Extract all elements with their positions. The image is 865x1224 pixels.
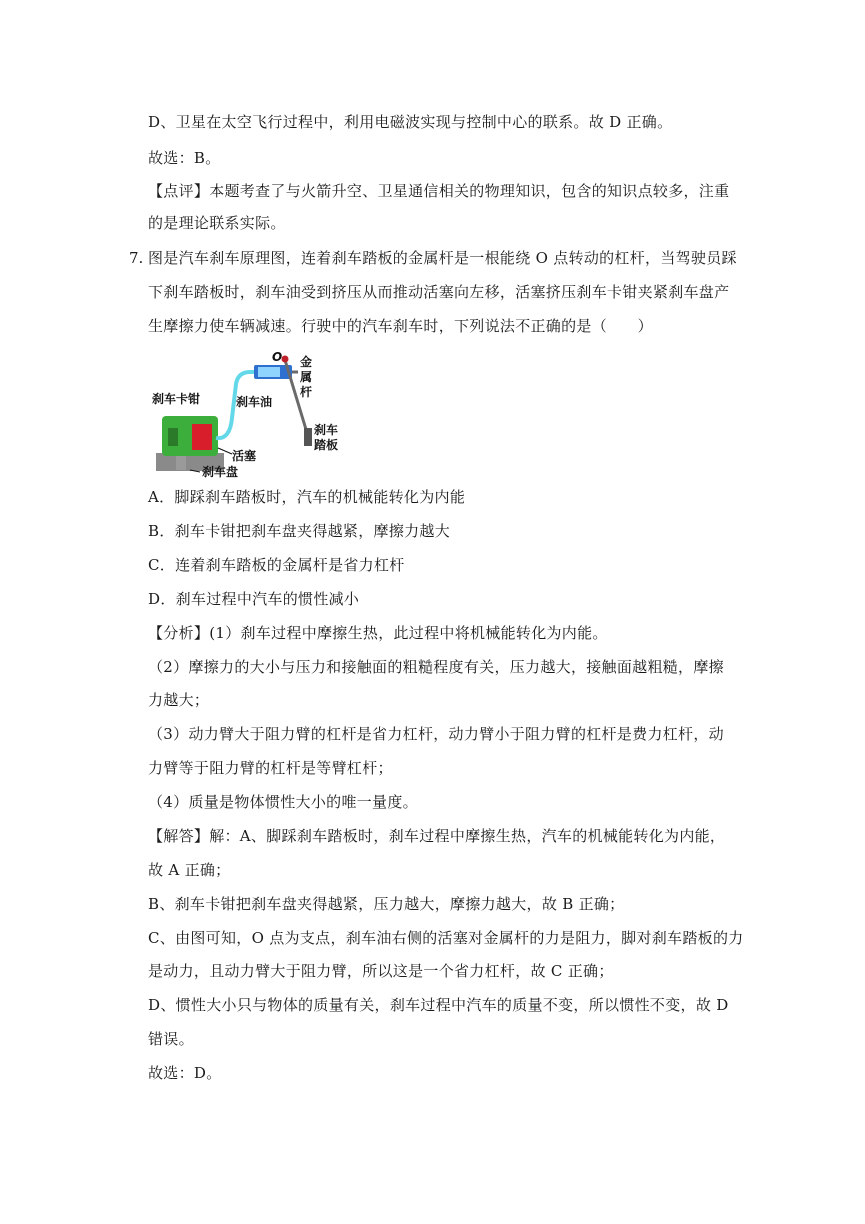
label-rod-3: 杆 <box>300 385 313 399</box>
label-disc: 刹车盘 <box>202 465 239 479</box>
answer-line-5: 是动力，且动力臂大于阻力臂，所以这是一个省力杠杆，故 C 正确； <box>148 962 614 980</box>
prev-answer-d: D、卫星在太空飞行过程中，利用电磁波实现与控制中心的联系。故 D 正确。 <box>148 113 673 131</box>
answer-line-8: 故选：D。 <box>148 1064 222 1082</box>
option-b: B．刹车卡钳把刹车盘夹得越紧，摩擦力越大 <box>148 522 451 540</box>
analysis-line-3: 力越大； <box>148 691 210 709</box>
label-oil: 刹车油 <box>236 395 273 409</box>
question-stem-2: 下刹车踏板时，刹车油受到挤压从而推动活塞向左移，活塞挤压刹车卡钳夹紧刹车盘产 <box>148 283 730 301</box>
label-rod-2: 属 <box>300 370 313 384</box>
answer-line-4: C、由图可知，O 点为支点，刹车油右侧的活塞对金属杆的力是阻力，脚对刹车踏板的力 <box>148 929 744 947</box>
comment-line-1: 【点评】本题考查了与火箭升空、卫星通信相关的物理知识，包含的知识点较多，注重 <box>148 182 730 200</box>
question-number: 7. <box>129 249 144 267</box>
analysis-line-4: （3）动力臂大于阻力臂的杠杆是省力杠杆，动力臂小于阻力臂的杠杆是费力杠杆，动 <box>148 725 724 743</box>
prev-choice: 故选：B。 <box>148 149 221 167</box>
label-pedal-2: 踏板 <box>314 438 339 452</box>
brake-diagram <box>150 348 365 483</box>
option-d: D．刹车过程中汽车的惯性减小 <box>148 590 360 608</box>
answer-line-2: 故 A 正确； <box>148 861 231 879</box>
label-pedal-1: 刹车 <box>314 423 339 437</box>
answer-line-3: B、刹车卡钳把刹车盘夹得越紧，压力越大，摩擦力越大，故 B 正确； <box>148 895 625 913</box>
pivot-point <box>282 356 289 363</box>
analysis-line-1: 【分析】(1）刹车过程中摩擦生热，此过程中将机械能转化为内能。 <box>148 624 608 642</box>
answer-line-1: 【解答】解：A、脚踩刹车踏板时，刹车过程中摩擦生热，汽车的机械能转化为内能， <box>148 827 726 845</box>
option-c: C．连着刹车踏板的金属杆是省力杠杆 <box>148 556 405 574</box>
brake-pedal-shape <box>304 428 312 446</box>
analysis-line-2: （2）摩擦力的大小与压力和接触面的粗糙程度有关，压力越大，接触面越粗糙，摩擦 <box>148 658 724 676</box>
piston-shape <box>192 424 212 450</box>
label-rod-1: 金 <box>300 355 313 369</box>
label-caliper: 刹车卡钳 <box>152 392 201 406</box>
question-stem-3: 生摩擦力使车辆减速。行驶中的汽车刹车时，下列说法不正确的是（ ） <box>148 317 653 335</box>
label-piston: 活塞 <box>232 449 257 463</box>
cylinder-fluid <box>258 367 280 377</box>
answer-line-6: D、惯性大小只与物体的质量有关，刹车过程中汽车的质量不变，所以惯性不变，故 D <box>148 996 729 1014</box>
caliper-pad <box>168 428 178 446</box>
question-stem-1: 图是汽车刹车原理图，连着刹车踏板的金属杆是一根能绕 O 点转动的杠杆，当驾驶员踩 <box>148 249 737 267</box>
answer-line-7: 错误。 <box>148 1030 194 1048</box>
label-o: O <box>272 350 283 364</box>
analysis-line-6: （4）质量是物体惯性大小的唯一量度。 <box>148 793 418 811</box>
analysis-line-5: 力臂等于阻力臂的杠杆是等臂杠杆； <box>148 759 393 777</box>
option-a: A．脚踩刹车踏板时，汽车的机械能转化为内能 <box>148 488 466 506</box>
comment-line-2: 的是理论联系实际。 <box>148 214 286 232</box>
